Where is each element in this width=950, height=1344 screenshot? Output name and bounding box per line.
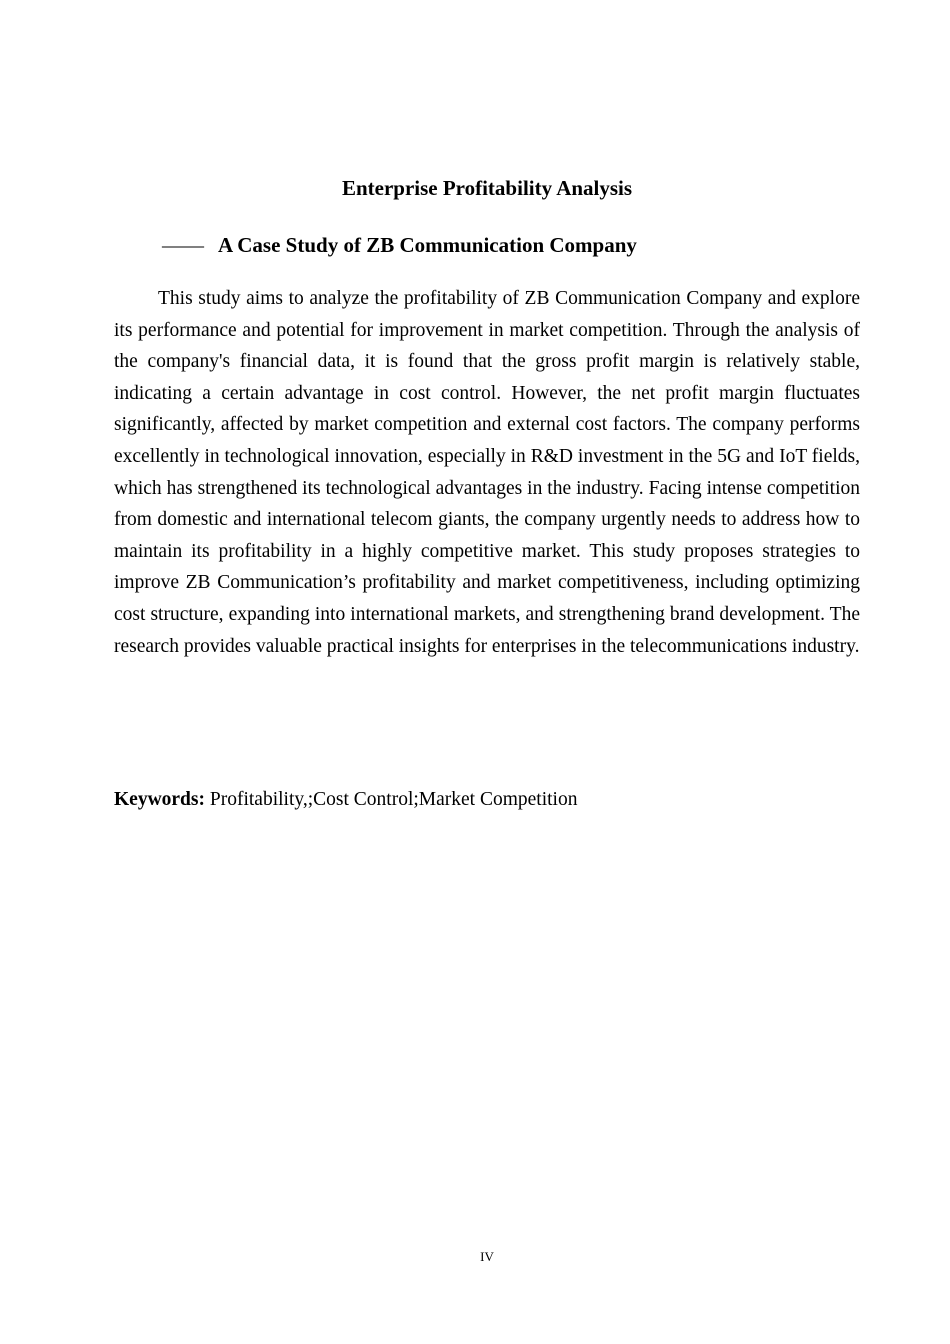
subtitle-dash: —— xyxy=(162,233,204,257)
document-subtitle xyxy=(162,231,637,259)
abstract-paragraph: This study aims to analyze the profitability of ZB Communication Company and explore its performance and potential for improvement in market competition. Through the analysis of the company's financial data, it is found that the gross profit margin is relatively stable, indicating a certain advantage in cost control. However, the net profit margin fluctuates significantly, affected by market competition and external cost factors. The company performs excellently in technological innovation, especially in R&D investment in the 5G and IoT fields, which has strengthened its technological advantages in the industry. Facing intense competition from domestic and international telecom giants, the company urgently needs to address how to maintain its profitability in a highly competitive market. This study proposes strategies to improve ZB Communication’s profitability and market competitiveness, including optimizing cost structure, expanding into international markets, and strengthening brand development. The research provides valuable practical insights for enterprises in the telecommunications industry. xyxy=(114,288,860,657)
subtitle-text: A Case Study of ZB Communication Company xyxy=(218,233,637,257)
document-title: Enterprise Profitability Analysis xyxy=(341,176,633,200)
page-number: IV xyxy=(480,1249,494,1264)
keywords-label: Keywords: xyxy=(114,789,205,810)
keywords-value: Profitability,;Cost Control;Market Competition xyxy=(209,789,578,810)
keywords-line xyxy=(114,785,860,815)
